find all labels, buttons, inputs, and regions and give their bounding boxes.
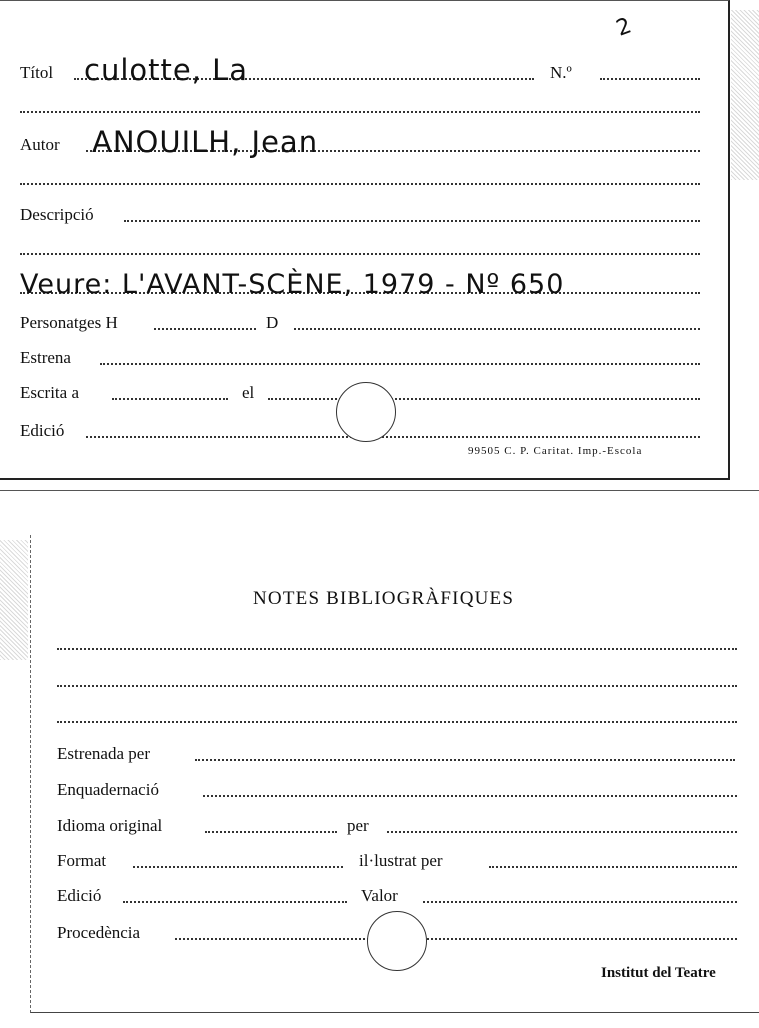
autor-label: Autor <box>20 135 60 154</box>
handwritten-mark: 2 <box>613 13 635 42</box>
card-separator <box>0 490 759 491</box>
titol-label: Títol <box>20 63 54 82</box>
printer-imprint: 99505 C. P. Caritat. Imp.-Escola <box>468 445 643 457</box>
per-line <box>387 831 737 833</box>
catalog-card-front <box>0 0 730 480</box>
procedencia-line <box>175 938 737 940</box>
notes-line-2 <box>57 685 737 687</box>
personatges-d-label: D <box>266 313 279 332</box>
estrenada-label: Estrenada per <box>57 744 150 763</box>
edicio-valor-row <box>57 882 737 908</box>
titol-row <box>20 53 700 87</box>
format-row <box>57 847 737 873</box>
descripcio-line <box>124 220 700 222</box>
num-label: N.º <box>550 63 572 82</box>
autor-line-2 <box>20 183 700 185</box>
scan-noise-left <box>0 540 28 660</box>
idioma-row <box>57 812 737 838</box>
estrena-row <box>20 344 700 370</box>
escrita-label: Escrita a <box>20 383 79 402</box>
notes-heading: NOTES BIBLIOGRÀFIQUES <box>253 588 515 609</box>
descripcio-line-2 <box>20 253 700 255</box>
back-punch-hole <box>367 911 427 971</box>
el-line <box>268 398 700 400</box>
notes-line-1 <box>57 648 737 650</box>
format-label: Format <box>57 851 107 870</box>
autor-row <box>20 125 700 159</box>
idioma-line <box>205 831 337 833</box>
estrenada-row <box>57 740 737 766</box>
valor-line <box>423 901 737 903</box>
estrena-line <box>100 363 700 365</box>
punch-hole <box>336 382 396 442</box>
catalog-card-back <box>30 535 759 1013</box>
personatges-label: Personatges H <box>20 313 118 332</box>
back-edicio-label: Edició <box>57 886 102 905</box>
escrita-line <box>112 398 228 400</box>
autor-value: ANOUILH, Jean <box>92 125 319 159</box>
per-label: per <box>347 816 369 835</box>
scan-noise-right <box>731 10 759 180</box>
valor-label: Valor <box>361 886 398 905</box>
procedencia-label: Procedència <box>57 923 141 942</box>
edicio-line <box>86 436 700 438</box>
enquadernacio-label: Enquadernació <box>57 780 159 799</box>
enquadernacio-row <box>57 776 737 802</box>
institution-name: Institut del Teatre <box>601 965 716 981</box>
estrena-label: Estrena <box>20 348 71 367</box>
descripcio-value-row <box>20 263 700 300</box>
notes-line-3 <box>57 721 737 723</box>
titol-value: culotte, La <box>84 53 249 87</box>
descripcio-label: Descripció <box>20 205 94 224</box>
idioma-label: Idioma original <box>57 816 163 835</box>
enquadernacio-line <box>203 795 737 797</box>
estrenada-line <box>195 759 735 761</box>
titol-line-2 <box>20 111 700 113</box>
descripcio-value: Veure: L'AVANT-SCÈNE, 1979 - Nº 650 <box>20 269 565 300</box>
personatges-d-line <box>294 328 700 330</box>
edicio-label: Edició <box>20 421 65 440</box>
illustrat-label: il·lustrat per <box>359 851 443 870</box>
back-edicio-line <box>123 901 347 903</box>
descripcio-row <box>20 201 700 227</box>
personatges-row <box>20 309 700 335</box>
num-line <box>600 78 700 80</box>
el-label: el <box>242 383 255 402</box>
personatges-h-line <box>154 328 256 330</box>
illustrat-line <box>489 866 737 868</box>
format-line <box>133 866 343 868</box>
